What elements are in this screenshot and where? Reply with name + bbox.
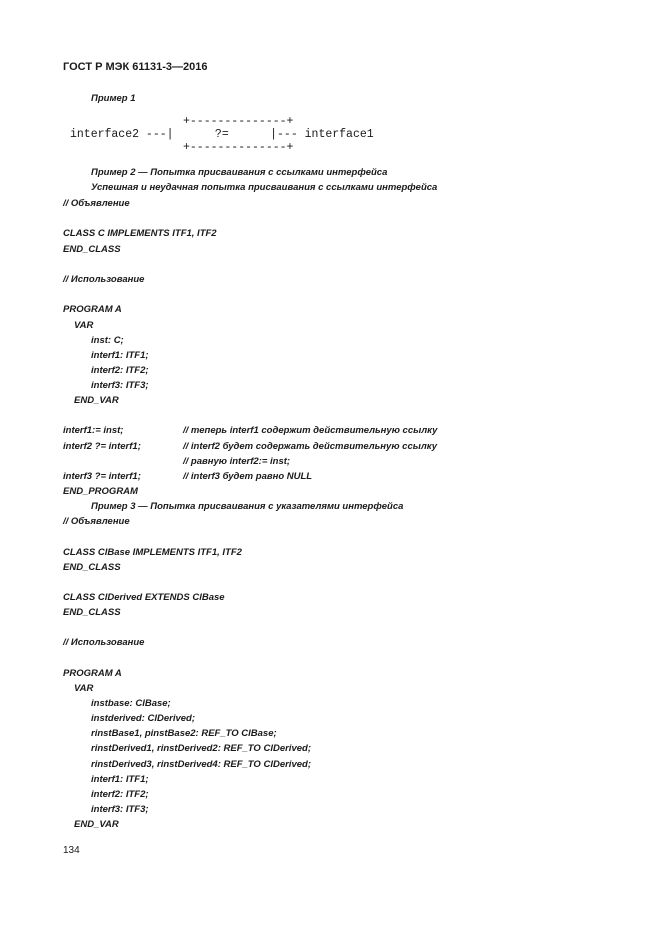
text-line: // равную interf2:= inst;: [183, 456, 291, 467]
text-line: END_VAR: [74, 395, 119, 406]
text-line: CLASS C IMPLEMENTS ITF1, ITF2: [63, 228, 217, 239]
text-line: interf2: ITF2;: [91, 365, 149, 376]
text-line: rinstDerived3, rinstDerived4: REF_TO ClDerived;: [91, 759, 311, 770]
text-line: interf1:= inst;: [63, 425, 124, 436]
diagram-line: interface2 ---| ?= |--- interface1: [70, 128, 374, 141]
text-line: rinstBase1, pinstBase2: REF_TO ClBase;: [91, 728, 277, 739]
text-line: PROGRAM A: [63, 668, 122, 679]
page-number: 134: [63, 845, 80, 856]
text-line: VAR: [74, 320, 94, 331]
text-line: rinstDerived1, rinstDerived2: REF_TO ClDerived;: [91, 743, 311, 754]
document-header: ГОСТ Р МЭК 61131-3—2016: [63, 61, 208, 73]
text-line: // Объявление: [63, 198, 130, 209]
text-line: interf2: ITF2;: [91, 789, 149, 800]
text-line: interf3: ITF3;: [91, 804, 149, 815]
text-line: Успешная и неудачная попытка присваивания с ссылками интерфейса: [91, 182, 438, 193]
text-line: interf2 ?= interf1;: [63, 441, 141, 452]
text-line: interf3: ITF3;: [91, 380, 149, 391]
text-line: PROGRAM A: [63, 304, 122, 315]
text-line: END_VAR: [74, 819, 119, 830]
text-line: interf1: ITF1;: [91, 350, 149, 361]
text-line: // interf2 будет содержать действительную ссылку: [183, 441, 437, 452]
text-line: END_CLASS: [63, 244, 121, 255]
text-line: // Использование: [63, 274, 145, 285]
text-line: instbase: ClBase;: [91, 698, 171, 709]
text-line: // Использование: [63, 637, 145, 648]
text-line: inst: C;: [91, 335, 124, 346]
text-line: VAR: [74, 683, 94, 694]
text-line: END_CLASS: [63, 562, 121, 573]
diagram-line: +--------------+: [183, 141, 294, 154]
text-line: instderived: ClDerived;: [91, 713, 195, 724]
text-line: // interf3 будет равно NULL: [183, 471, 313, 482]
text-line: // Объявление: [63, 516, 130, 527]
text-line: Пример 2 — Попытка присваивания с ссылками интерфейса: [91, 167, 388, 178]
text-line: Пример 1: [91, 93, 136, 104]
diagram-line: +--------------+: [183, 115, 294, 128]
text-line: END_CLASS: [63, 607, 121, 618]
text-line: END_PROGRAM: [63, 486, 138, 497]
text-line: CLASS ClDerived EXTENDS ClBase: [63, 592, 225, 603]
text-line: CLASS ClBase IMPLEMENTS ITF1, ITF2: [63, 547, 242, 558]
text-line: interf1: ITF1;: [91, 774, 149, 785]
text-line: interf3 ?= interf1;: [63, 471, 141, 482]
text-line: Пример 3 — Попытка присваивания с указателями интерфейса: [91, 501, 404, 512]
text-line: // теперь interf1 содержит действительную ссылку: [183, 425, 438, 436]
